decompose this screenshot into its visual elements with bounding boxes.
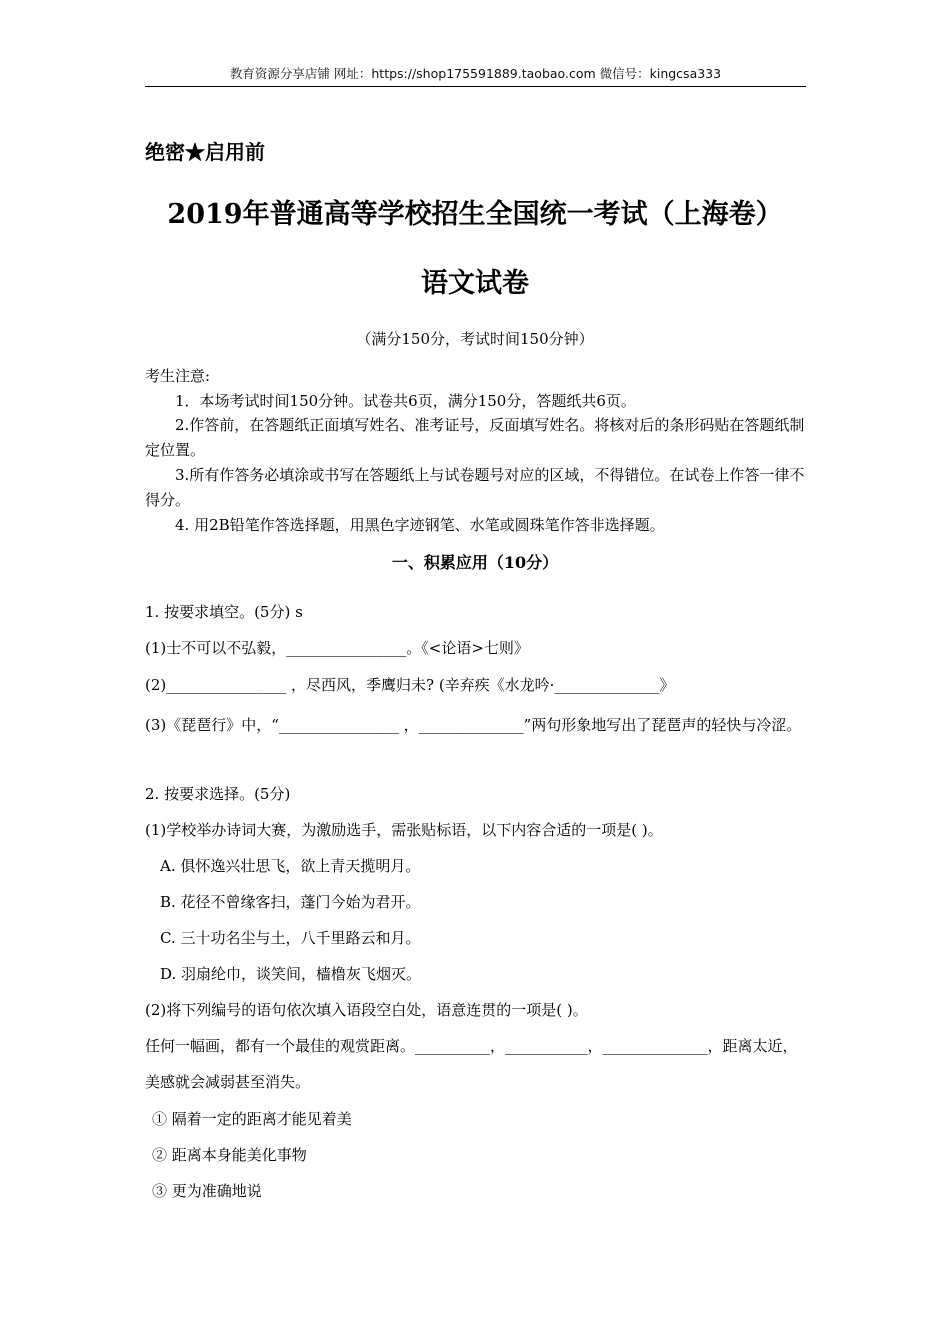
confidential-label: 绝密★启用前	[145, 140, 265, 164]
clause-item: ② 距离本身能美化事物	[152, 1146, 307, 1164]
choice-option: A. 俱怀逸兴壮思飞，欲上青天揽明月。	[160, 857, 421, 875]
exam-title: 2019年普通高等学校招生全国统一考试（上海卷）	[167, 199, 783, 230]
fill-blank-item: (3)《琵琶行》中，“________________ ，______________”两句形象地写出了琵琶声的轻快与冷涩。	[145, 716, 802, 734]
notice-item: 2.作答前，在答题纸正面填写姓名、准考证号，反面填写姓名。将核对后的条形码贴在答题纸制定位置。	[145, 416, 805, 459]
notice-item: 4. 用2B铅笔作答选择题，用黑色字迹钢笔、水笔或圆珠笔作答非选择题。	[175, 516, 665, 534]
subject-title: 语文试卷	[421, 268, 529, 299]
exam-meta: （满分150分，考试时间150分钟）	[356, 330, 594, 348]
fill-blank-item: (1)士不可以不弘毅，________________。《<论语>七则》	[145, 639, 529, 657]
notice-item: 1．本场考试时间150分钟。试卷共6页，满分150分，答题纸共6页。	[175, 392, 636, 410]
sub-question-stem: (1)学校举办诗词大赛，为激励选手，需张贴标语，以下内容合适的一项是( )。	[145, 821, 663, 839]
passage-text: 任何一幅画，都有一个最佳的观赏距离。__________，___________，______________，距离太近，美感就会减弱甚至消失。	[145, 1037, 798, 1091]
sub-question-stem: (2)将下列编号的语句依次填入语段空白处，语意连贯的一项是( )。	[145, 1001, 588, 1019]
clause-item: ① 隔着一定的距离才能见着美	[152, 1110, 352, 1128]
question-stem: 1. 按要求填空。(5分) s	[145, 603, 303, 621]
notice-heading: 考生注意:	[145, 367, 211, 385]
choice-option: D. 羽扇纶巾，谈笑间，樯橹灰飞烟灭。	[160, 965, 422, 983]
notice-item: 3.所有作答务必填涂或书写在答题纸上与试卷题号对应的区域，不得错位。在试卷上作答一律不得分。	[145, 466, 805, 509]
page-header: 教育资源分享店铺 网址：https://shop175591889.taobao.com 微信号：kingcsa333	[145, 64, 806, 87]
fill-blank-item: (2)________________ ，尽西风，季鹰归未? (辛弃疾《水龙吟·______________》	[145, 676, 675, 694]
section-heading: 一、积累应用（10分）	[391, 553, 559, 572]
clause-item: ③ 更为准确地说	[152, 1182, 262, 1200]
choice-option: B. 花径不曾缘客扫，蓬门今始为君开。	[160, 893, 421, 911]
choice-option: C. 三十功名尘与土，八千里路云和月。	[160, 929, 421, 947]
question-stem: 2. 按要求选择。(5分)	[145, 785, 291, 803]
